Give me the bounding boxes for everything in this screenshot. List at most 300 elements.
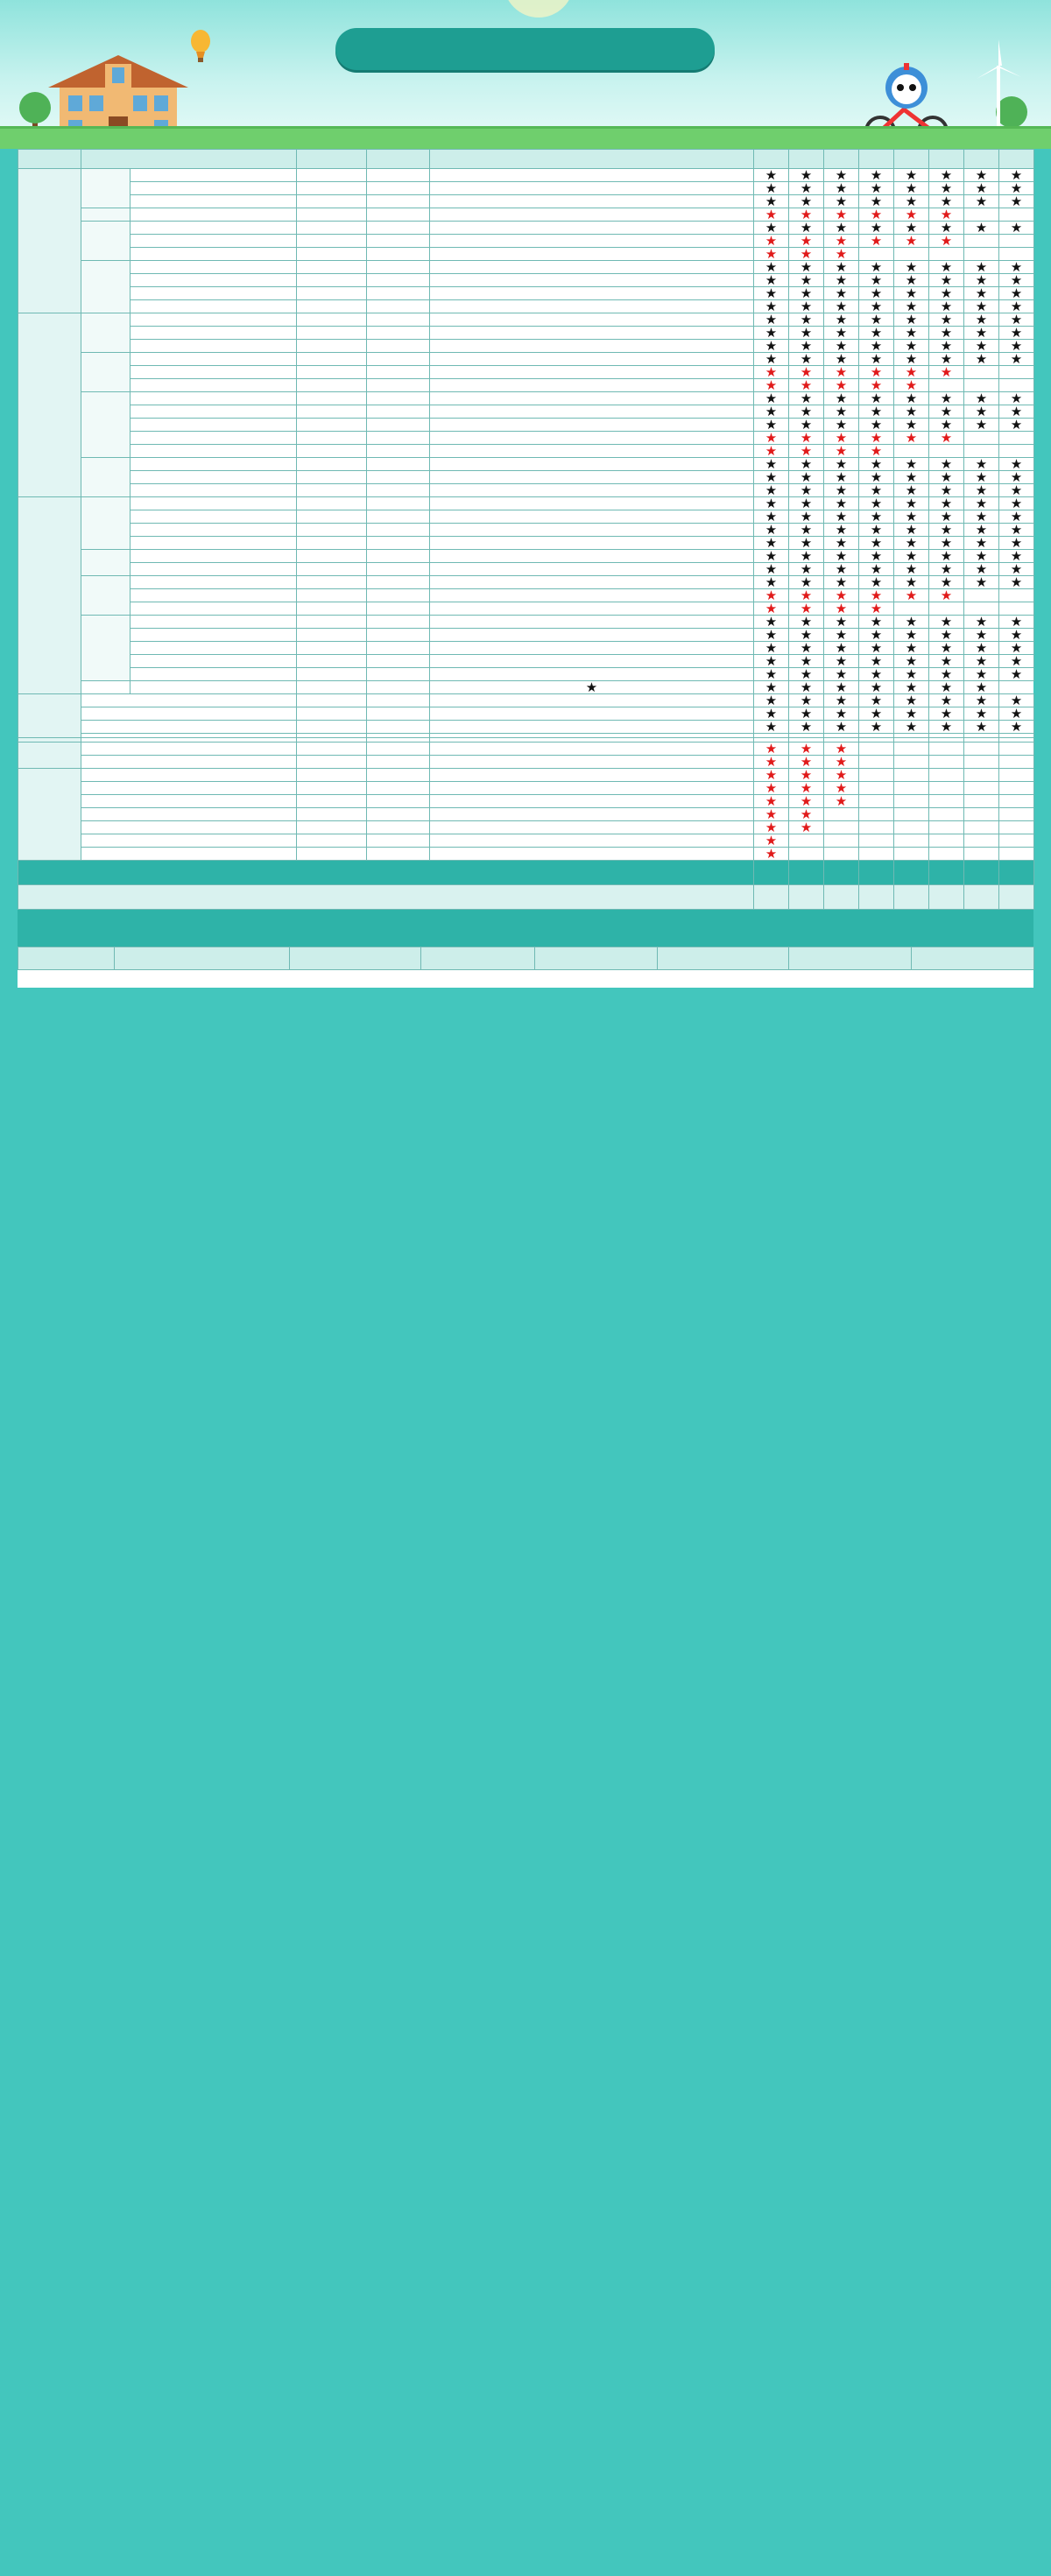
included-star-icon: ★	[789, 655, 824, 668]
table-row	[18, 379, 1034, 392]
empty-cell	[999, 834, 1034, 848]
included-star-icon: ★	[824, 235, 859, 248]
included-star-icon: ★	[999, 287, 1034, 300]
item-form	[367, 379, 430, 392]
included-star-icon: ★	[894, 629, 929, 642]
included-star-icon: ★	[824, 208, 859, 222]
empty-cell	[894, 808, 929, 821]
table-row	[18, 782, 1034, 795]
included-star-icon: ★	[754, 497, 789, 510]
included-star-icon: ★	[824, 419, 859, 432]
item-form	[367, 537, 430, 550]
table-row	[18, 769, 1034, 782]
included-star-icon: ★	[859, 379, 894, 392]
item-month	[297, 195, 367, 208]
col-form	[367, 150, 430, 169]
item-form	[367, 694, 430, 707]
included-star-icon: ★	[754, 366, 789, 379]
table-row	[18, 808, 1034, 821]
included-star-icon: ★	[824, 743, 859, 756]
included-star-icon: ★	[824, 182, 859, 195]
empty-cell	[789, 848, 824, 861]
included-star-icon: ★	[999, 169, 1034, 182]
included-star-icon: ★	[929, 524, 964, 537]
included-star-icon: ★	[929, 208, 964, 222]
included-star-icon: ★	[789, 432, 824, 445]
empty-cell	[964, 445, 999, 458]
included-star-icon: ★	[789, 668, 824, 681]
price-label	[18, 885, 754, 910]
included-star-icon: ★	[754, 795, 789, 808]
included-star-icon: ★	[859, 313, 894, 327]
included-star-icon: ★	[824, 195, 859, 208]
item-intro	[430, 419, 754, 432]
item-intro	[430, 445, 754, 458]
item-name	[130, 445, 297, 458]
included-star-icon: ★	[964, 510, 999, 524]
included-star-icon: ★	[824, 405, 859, 419]
empty-cell	[929, 834, 964, 848]
empty-cell	[964, 795, 999, 808]
included-star-icon: ★	[964, 392, 999, 405]
item-month	[297, 484, 367, 497]
item-form	[367, 616, 430, 629]
item-form	[367, 795, 430, 808]
empty-cell	[999, 848, 1034, 861]
included-star-icon: ★	[789, 327, 824, 340]
included-star-icon: ★	[824, 497, 859, 510]
category-label	[81, 222, 130, 261]
item-intro	[367, 681, 430, 694]
included-star-icon: ★	[754, 313, 789, 327]
item-name	[130, 353, 297, 366]
included-star-icon: ★	[754, 471, 789, 484]
item-month	[297, 379, 367, 392]
item-month	[297, 743, 367, 756]
item-name	[130, 405, 297, 419]
empty-cell	[964, 208, 999, 222]
included-star-icon: ★	[894, 721, 929, 734]
table-row	[18, 405, 1034, 419]
item-name	[130, 563, 297, 576]
item-month	[297, 721, 367, 734]
table-row	[18, 274, 1034, 287]
included-star-icon: ★	[824, 248, 859, 261]
item-intro	[430, 563, 754, 576]
item-intro	[430, 392, 754, 405]
included-star-icon: ★	[999, 524, 1034, 537]
included-star-icon: ★	[754, 300, 789, 313]
empty-cell	[859, 743, 894, 756]
included-star-icon: ★	[929, 287, 964, 300]
item-name	[81, 795, 297, 808]
table-row	[18, 694, 1034, 707]
item-intro	[430, 274, 754, 287]
item-month	[297, 524, 367, 537]
included-star-icon: ★	[964, 681, 999, 694]
stage-label	[18, 313, 81, 497]
included-star-icon: ★	[824, 782, 859, 795]
included-star-icon: ★	[859, 432, 894, 445]
empty-cell	[824, 808, 859, 821]
included-star-icon: ★	[999, 471, 1034, 484]
included-star-icon: ★	[824, 655, 859, 668]
included-star-icon: ★	[894, 222, 929, 235]
item-name	[130, 195, 297, 208]
table-row	[18, 834, 1034, 848]
item-month	[297, 287, 367, 300]
included-star-icon: ★	[754, 169, 789, 182]
included-star-icon: ★	[929, 563, 964, 576]
included-star-icon: ★	[929, 484, 964, 497]
item-intro	[430, 694, 754, 707]
empty-cell	[859, 769, 894, 782]
table-row	[18, 756, 1034, 769]
included-star-icon: ★	[894, 484, 929, 497]
included-star-icon: ★	[964, 550, 999, 563]
item-month	[297, 274, 367, 287]
table-row	[18, 340, 1034, 353]
item-name	[130, 379, 297, 392]
item-intro	[430, 353, 754, 366]
item-name	[130, 655, 297, 668]
included-star-icon: ★	[964, 222, 999, 235]
included-star-icon: ★	[789, 248, 824, 261]
included-star-icon: ★	[894, 655, 929, 668]
included-star-icon: ★	[754, 182, 789, 195]
included-star-icon: ★	[789, 222, 824, 235]
included-star-icon: ★	[789, 756, 824, 769]
item-form	[367, 743, 430, 756]
included-star-icon: ★	[789, 313, 824, 327]
table-row	[18, 795, 1034, 808]
item-name	[130, 287, 297, 300]
included-star-icon: ★	[999, 655, 1034, 668]
included-star-icon: ★	[964, 287, 999, 300]
included-star-icon: ★	[824, 261, 859, 274]
included-star-icon: ★	[789, 419, 824, 432]
item-name	[81, 743, 297, 756]
included-star-icon: ★	[929, 366, 964, 379]
included-star-icon: ★	[964, 274, 999, 287]
item-intro	[430, 287, 754, 300]
item-month	[297, 756, 367, 769]
item-form	[367, 432, 430, 445]
table-row	[18, 471, 1034, 484]
empty-cell	[964, 589, 999, 602]
included-star-icon: ★	[859, 668, 894, 681]
included-star-icon: ★	[859, 458, 894, 471]
included-star-icon: ★	[894, 379, 929, 392]
empty-cell	[894, 248, 929, 261]
included-star-icon: ★	[964, 694, 999, 707]
included-star-icon: ★	[754, 419, 789, 432]
included-star-icon: ★	[754, 458, 789, 471]
included-star-icon: ★	[859, 353, 894, 366]
item-form	[367, 248, 430, 261]
included-star-icon: ★	[999, 222, 1034, 235]
table-row	[18, 668, 1034, 681]
empty-cell	[859, 756, 894, 769]
included-star-icon: ★	[754, 616, 789, 629]
included-star-icon: ★	[929, 195, 964, 208]
included-star-icon: ★	[824, 769, 859, 782]
empty-cell	[964, 235, 999, 248]
included-star-icon: ★	[824, 524, 859, 537]
included-star-icon: ★	[894, 274, 929, 287]
included-star-icon: ★	[789, 642, 824, 655]
included-star-icon: ★	[929, 681, 964, 694]
item-name	[130, 366, 297, 379]
included-star-icon: ★	[754, 327, 789, 340]
price-value	[894, 861, 929, 885]
included-star-icon: ★	[894, 327, 929, 340]
item-intro	[430, 550, 754, 563]
included-star-icon: ★	[754, 287, 789, 300]
empty-cell	[929, 248, 964, 261]
included-star-icon: ★	[789, 182, 824, 195]
included-star-icon: ★	[929, 497, 964, 510]
item-form	[367, 287, 430, 300]
item-form	[367, 235, 430, 248]
item-intro	[430, 602, 754, 616]
item-intro	[430, 629, 754, 642]
included-star-icon: ★	[894, 235, 929, 248]
included-star-icon: ★	[929, 668, 964, 681]
item-month	[297, 300, 367, 313]
item-form	[367, 182, 430, 195]
empty-cell	[964, 782, 999, 795]
table-row	[18, 681, 1034, 694]
item-form	[367, 821, 430, 834]
item-name	[130, 497, 297, 510]
empty-cell	[894, 602, 929, 616]
included-star-icon: ★	[999, 484, 1034, 497]
included-star-icon: ★	[999, 419, 1034, 432]
included-star-icon: ★	[824, 537, 859, 550]
included-star-icon: ★	[824, 287, 859, 300]
item-intro	[430, 497, 754, 510]
table-row	[18, 300, 1034, 313]
stage-label	[18, 694, 81, 738]
item-form	[367, 313, 430, 327]
included-star-icon: ★	[859, 694, 894, 707]
item-name	[130, 208, 297, 222]
item-form	[367, 808, 430, 821]
included-star-icon: ★	[754, 392, 789, 405]
empty-cell	[999, 769, 1034, 782]
included-star-icon: ★	[789, 353, 824, 366]
table-row	[18, 458, 1034, 471]
table-row	[18, 848, 1034, 861]
included-star-icon: ★	[964, 261, 999, 274]
item-month	[297, 537, 367, 550]
col-month	[297, 150, 367, 169]
grass-strip	[0, 126, 1051, 149]
empty-cell	[859, 808, 894, 821]
included-star-icon: ★	[789, 694, 824, 707]
empty-cell	[999, 445, 1034, 458]
empty-cell	[859, 834, 894, 848]
item-form	[297, 681, 367, 694]
price-value	[789, 885, 824, 910]
stage-label	[18, 497, 81, 694]
included-star-icon: ★	[754, 274, 789, 287]
included-star-icon: ★	[894, 432, 929, 445]
item-intro	[430, 510, 754, 524]
item-name	[130, 576, 297, 589]
category-label	[81, 550, 130, 576]
included-star-icon: ★	[789, 274, 824, 287]
item-intro	[430, 208, 754, 222]
included-star-icon: ★	[894, 419, 929, 432]
empty-cell	[929, 795, 964, 808]
included-star-icon: ★	[894, 563, 929, 576]
item-name	[130, 248, 297, 261]
included-star-icon: ★	[789, 782, 824, 795]
camp-col	[789, 947, 912, 970]
table-row	[18, 616, 1034, 629]
included-star-icon: ★	[754, 235, 789, 248]
item-form	[367, 769, 430, 782]
item-month	[297, 392, 367, 405]
included-star-icon: ★	[824, 445, 859, 458]
stage-label	[18, 769, 81, 861]
included-star-icon: ★	[894, 261, 929, 274]
empty-cell	[964, 743, 999, 756]
included-star-icon: ★	[789, 445, 824, 458]
included-star-icon: ★	[789, 484, 824, 497]
empty-cell	[964, 808, 999, 821]
item-form	[367, 419, 430, 432]
included-star-icon: ★	[789, 769, 824, 782]
item-intro	[430, 300, 754, 313]
item-intro	[430, 721, 754, 734]
empty-cell	[859, 821, 894, 834]
included-star-icon: ★	[789, 589, 824, 602]
included-star-icon: ★	[859, 629, 894, 642]
included-star-icon: ★	[789, 366, 824, 379]
table-row	[18, 655, 1034, 668]
included-star-icon: ★	[929, 313, 964, 327]
included-star-icon: ★	[894, 497, 929, 510]
item-name	[130, 471, 297, 484]
price-value	[789, 861, 824, 885]
included-star-icon: ★	[894, 287, 929, 300]
item-name	[130, 616, 297, 629]
camp-col	[18, 947, 115, 970]
included-star-icon: ★	[824, 550, 859, 563]
item-name	[130, 602, 297, 616]
included-star-icon: ★	[824, 756, 859, 769]
item-form	[367, 629, 430, 642]
included-star-icon: ★	[824, 379, 859, 392]
item-month	[297, 848, 367, 861]
included-star-icon: ★	[999, 182, 1034, 195]
item-intro	[430, 655, 754, 668]
included-star-icon: ★	[929, 235, 964, 248]
price-value	[964, 885, 999, 910]
table-row	[18, 721, 1034, 734]
included-star-icon: ★	[999, 195, 1034, 208]
included-star-icon: ★	[859, 274, 894, 287]
item-form	[367, 642, 430, 655]
included-star-icon: ★	[789, 563, 824, 576]
included-star-icon: ★	[754, 808, 789, 821]
category-label	[81, 208, 130, 222]
item-intro	[430, 668, 754, 681]
included-star-icon: ★	[894, 510, 929, 524]
item-name	[81, 721, 297, 734]
included-star-icon: ★	[859, 195, 894, 208]
included-star-icon: ★	[824, 432, 859, 445]
item-month	[297, 353, 367, 366]
item-name	[130, 261, 297, 274]
item-intro	[430, 327, 754, 340]
included-star-icon: ★	[859, 392, 894, 405]
included-star-icon: ★	[964, 497, 999, 510]
empty-cell	[964, 834, 999, 848]
table-row	[18, 707, 1034, 721]
category-label	[81, 353, 130, 392]
price-value	[929, 885, 964, 910]
included-star-icon: ★	[789, 510, 824, 524]
item-form	[367, 327, 430, 340]
price-value	[754, 885, 789, 910]
empty-cell	[964, 756, 999, 769]
included-star-icon: ★	[754, 756, 789, 769]
item-month	[297, 419, 367, 432]
empty-cell	[894, 769, 929, 782]
included-star-icon: ★	[754, 222, 789, 235]
included-star-icon: ★	[929, 721, 964, 734]
included-star-icon: ★	[824, 629, 859, 642]
included-star-icon: ★	[929, 642, 964, 655]
empty-cell	[999, 248, 1034, 261]
included-star-icon: ★	[789, 721, 824, 734]
item-month	[297, 576, 367, 589]
included-star-icon: ★	[789, 707, 824, 721]
empty-cell	[964, 432, 999, 445]
empty-cell	[859, 848, 894, 861]
included-star-icon: ★	[859, 182, 894, 195]
item-month	[297, 497, 367, 510]
included-star-icon: ★	[964, 484, 999, 497]
included-star-icon: ★	[894, 405, 929, 419]
included-star-icon: ★	[929, 694, 964, 707]
included-star-icon: ★	[859, 550, 894, 563]
item-intro	[430, 589, 754, 602]
empty-cell	[894, 848, 929, 861]
category-label	[81, 497, 130, 550]
included-star-icon: ★	[999, 313, 1034, 327]
item-form	[367, 392, 430, 405]
included-star-icon: ★	[789, 497, 824, 510]
included-star-icon: ★	[999, 353, 1034, 366]
included-star-icon: ★	[824, 471, 859, 484]
item-month	[297, 313, 367, 327]
included-star-icon: ★	[999, 261, 1034, 274]
included-star-icon: ★	[929, 655, 964, 668]
included-star-icon: ★	[789, 340, 824, 353]
item-form	[367, 274, 430, 287]
included-star-icon: ★	[964, 563, 999, 576]
table-row	[18, 563, 1034, 576]
item-form	[367, 405, 430, 419]
included-star-icon: ★	[789, 629, 824, 642]
included-star-icon: ★	[754, 576, 789, 589]
included-star-icon: ★	[754, 602, 789, 616]
